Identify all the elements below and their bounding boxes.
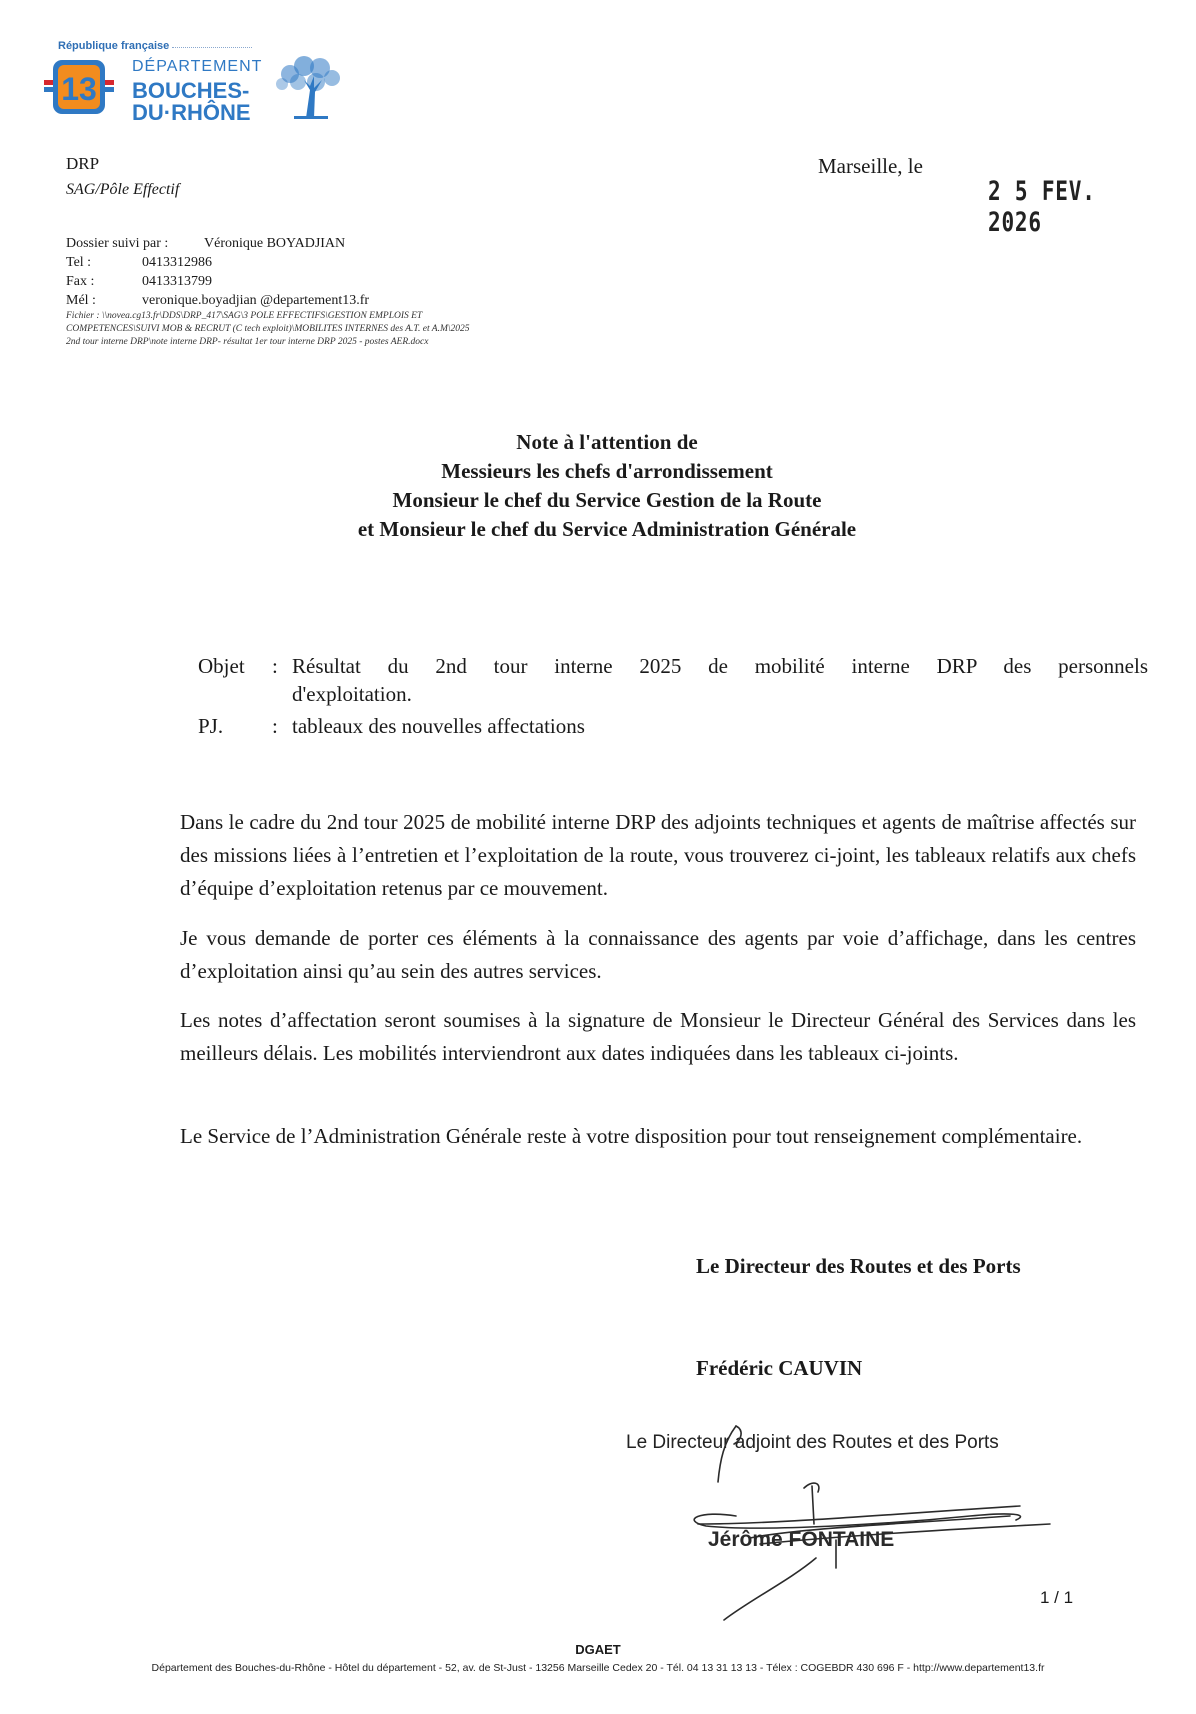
signatory-title: Le Directeur des Routes et des Ports [696, 1254, 1021, 1278]
department-logo [44, 40, 354, 126]
body-paragraph: Je vous demande de porter ces éléments à la connaissance des agents par voie d’affichage, dans les centres d’exploitation ainsi qu’au sein des autres services. [180, 926, 1136, 983]
pole-name: SAG/Pôle Effectif [66, 181, 180, 198]
contact-block [66, 234, 369, 310]
contact-row-dossier [66, 234, 369, 253]
attachment-text: tableaux des nouvelles affectations [292, 714, 585, 738]
page-number: 1 / 1 [1040, 1588, 1074, 1607]
addressee-line: Note à l'attention de [516, 430, 698, 454]
service-name: DRP [66, 154, 100, 173]
logo-bouches-text: BOUCHES- [132, 78, 250, 103]
object-text-line2: d'exploitation. [292, 682, 412, 706]
addressee-line: Messieurs les chefs d'arrondissement [441, 459, 773, 483]
tel-value: 0413312986 [142, 255, 212, 270]
attachment-colon: : [272, 714, 278, 738]
attachment-label: PJ. [198, 714, 224, 738]
footer-org: DGAET [575, 1642, 621, 1657]
object-text-line1: Résultat du 2nd tour interne 2025 de mobilité interne DRP des personnels [292, 654, 1148, 678]
addressee-line: Monsieur le chef du Service Gestion de la Route [392, 488, 822, 512]
contact-row-fax [66, 272, 369, 291]
file-path: Fichier : \\novea.cg13.fr\DDS\DRP_417\SAG\3 POLE EFFECTIFS\GESTION EMPLOIS ET COMPETENCES\SUIVI MOB & RECRUT (C tech exploit)\MOBILITES INTERNES des A.T. et A.M\2025 2nd tour interne DRP\note interne DRP- résultat 1er tour interne DRP 2025 - postes AER.docx [66, 311, 470, 347]
object-colon: : [272, 654, 278, 678]
fax-label: Fax : [66, 274, 95, 289]
olive-tree-icon [270, 54, 348, 120]
logo-badge-number: 13 [61, 71, 97, 107]
tel-label: Tel : [66, 255, 92, 270]
body-paragraph: Dans le cadre du 2nd tour 2025 de mobilité interne DRP des adjoints techniques et agents de maîtrise affectés sur des missions liées à l’entretien et l’exploitation de la route, vous trouverez ci-joint, les tableaux relatifs aux chefs d’équipe d’exploitation retenus par ce mouvement. [180, 810, 1136, 900]
footer-address: Département des Bouches-du-Rhône - Hôtel du département - 52, av. de St-Just - 13256 Marseille Cedex 20 - Tél. 04 13 31 13 13 - Télex : COGEBDR 430 696 F - http://www.departement13.fr [151, 1662, 1045, 1674]
logo-divider [172, 47, 252, 48]
addressee-line: et Monsieur le chef du Service Administration Générale [357, 517, 857, 541]
logo-republique-text: République française [58, 40, 170, 52]
body-paragraph: Les notes d’affectation seront soumises à la signature de Monsieur le Directeur Général des Services dans les meilleurs délais. Les mobilités interviendront aux dates indiquées dans les tableaux ci-joints. [180, 1008, 1136, 1065]
contact-row-tel [66, 253, 369, 272]
object-label: Objet [198, 654, 245, 678]
dossier-value: Véronique BOYADJIAN [204, 236, 346, 251]
mel-value: veronique.boyadjian @departement13.fr [142, 293, 370, 308]
deputy-name: Jérôme FONTAINE [708, 1528, 895, 1551]
signatory-name: Frédéric CAUVIN [696, 1356, 863, 1380]
logo-rhone-text: DU·RHÔNE [132, 100, 251, 125]
addressee-block [0, 428, 1196, 544]
deputy-title: Le Directeur adjoint des Routes et des Ports [626, 1432, 999, 1453]
place-line: Marseille, le [818, 154, 923, 178]
date-stamp: 2 5 FEV. 2026 [988, 176, 1096, 238]
body-paragraph: Le Service de l’Administration Générale reste à votre disposition pour tout renseignement complémentaire. [180, 1124, 1083, 1148]
logo-13-badge-icon [44, 56, 114, 118]
logo-departement-text: DÉPARTEMENT [132, 58, 263, 75]
fax-value: 0413313799 [142, 274, 212, 289]
contact-row-mel [66, 291, 369, 310]
dossier-label: Dossier suivi par : [66, 236, 169, 251]
mel-label: Mél : [66, 293, 96, 308]
